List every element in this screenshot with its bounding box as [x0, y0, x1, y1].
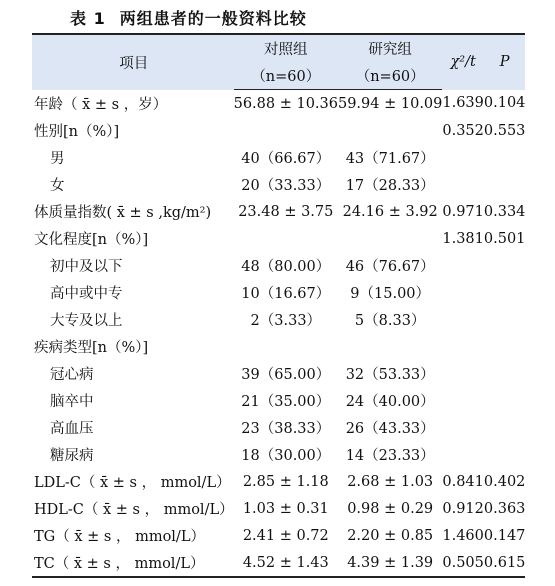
p-value	[484, 279, 526, 306]
header-stat: χ²/t	[442, 34, 484, 90]
study-value	[338, 117, 442, 144]
p-value	[484, 360, 526, 387]
row-label: HDL-C（ x̄ ± s ， mmol/L）	[34, 502, 234, 518]
study-value: 43（71.67）	[345, 151, 435, 167]
header-item: 项目	[32, 34, 234, 90]
study-value: 14（23.33）	[345, 448, 435, 464]
row-label: 冠心病	[50, 367, 94, 383]
p-value	[484, 387, 526, 414]
control-value	[234, 117, 338, 144]
p-value: 0.147	[483, 527, 526, 544]
p-value: 0.501	[483, 230, 526, 247]
stat-value	[442, 414, 484, 441]
control-value: 4.52 ± 1.43	[234, 549, 338, 577]
study-value: 5（8.33）	[354, 313, 426, 329]
control-value	[234, 333, 338, 360]
stat-value	[442, 306, 484, 333]
p-value: 0.402	[483, 473, 526, 490]
stat-value	[442, 252, 484, 279]
row-label: 女	[50, 178, 65, 194]
study-value	[338, 333, 442, 360]
p-value: 0.334	[483, 203, 526, 220]
table-row	[32, 198, 525, 225]
p-value	[484, 333, 526, 360]
stat-value	[442, 144, 484, 171]
control-value	[234, 225, 338, 252]
table-row	[32, 333, 525, 360]
stat-value	[442, 171, 484, 198]
row-label: 糖尿病	[50, 448, 94, 464]
header-control: 对照组	[234, 34, 338, 62]
p-value	[484, 252, 526, 279]
stat-value: 1.639	[442, 95, 484, 112]
table-row	[32, 549, 525, 577]
control-value: 23（38.33）	[241, 421, 331, 437]
row-label: LDL-C（ x̄ ± s ， mmol/L）	[34, 475, 231, 491]
table-caption	[70, 6, 307, 29]
study-value: 46（76.67）	[345, 259, 435, 275]
study-value: 4.39 ± 1.39	[338, 549, 442, 577]
row-label: 男	[50, 151, 65, 167]
table-row	[32, 387, 525, 414]
stat-value	[442, 387, 484, 414]
control-value: 20（33.33）	[241, 178, 331, 194]
header-control-n: （n=60）	[234, 62, 338, 90]
control-value: 56.88 ± 10.36	[233, 95, 338, 112]
p-value	[484, 441, 526, 468]
table-row	[32, 360, 525, 387]
table-row	[32, 90, 525, 118]
table-row	[32, 171, 525, 198]
stat-value: 0.971	[442, 203, 484, 220]
p-value	[484, 144, 526, 171]
study-value: 26（43.33）	[345, 421, 435, 437]
row-label: 初中及以下	[50, 259, 123, 275]
stat-value: 0.505	[442, 549, 484, 577]
control-value: 10（16.67）	[241, 286, 331, 302]
study-value: 32（53.33）	[345, 367, 435, 383]
header-p: P	[484, 34, 526, 90]
control-value: 23.48 ± 3.75	[238, 203, 334, 220]
stat-value	[442, 333, 484, 360]
row-label: 性别[n（%）]	[34, 124, 120, 140]
row-label: 大专及以上	[50, 313, 123, 329]
row-label: TC（ x̄ ± s ， mmol/L）	[32, 549, 234, 577]
row-label: 高中或中专	[50, 286, 123, 302]
p-value	[484, 171, 526, 198]
row-label: 高血压	[50, 421, 94, 437]
stat-value: 0.841	[442, 473, 484, 490]
table-row	[32, 279, 525, 306]
row-label: 体质量指数( x̄ ± s ,kg/m²)	[34, 205, 212, 221]
stat-value	[442, 279, 484, 306]
table-row	[32, 144, 525, 171]
table-row	[32, 441, 525, 468]
table-row	[32, 495, 525, 522]
table-number: 表 1	[70, 9, 106, 28]
p-value: 0.363	[483, 500, 526, 517]
stat-value: 0.352	[442, 122, 484, 139]
p-value	[484, 306, 526, 333]
p-value: 0.615	[484, 549, 526, 577]
header-study-n: （n=60）	[338, 62, 442, 90]
stat-value: 0.912	[442, 500, 484, 517]
study-value: 24（40.00）	[345, 394, 435, 410]
baseline-table	[32, 33, 525, 578]
study-value: 17（28.33）	[345, 178, 435, 194]
control-value: 2.41 ± 0.72	[242, 527, 329, 544]
stat-value: 1.381	[442, 230, 484, 247]
table-row	[32, 522, 525, 549]
table-row	[32, 306, 525, 333]
control-value: 1.03 ± 0.31	[242, 500, 329, 517]
p-value: 0.104	[483, 95, 526, 112]
table-row	[32, 468, 525, 495]
header-study: 研究组	[338, 34, 442, 62]
study-value: 2.20 ± 0.85	[347, 527, 434, 544]
study-value: 9（15.00）	[350, 286, 431, 302]
control-value: 2.85 ± 1.18	[242, 473, 329, 490]
header-row	[32, 34, 525, 62]
control-value: 21（35.00）	[241, 394, 331, 410]
study-value: 24.16 ± 3.92	[342, 203, 438, 220]
p-value: 0.553	[483, 122, 526, 139]
row-label: 文化程度[n（%）]	[34, 232, 149, 248]
table-row	[32, 225, 525, 252]
study-value: 2.68 ± 1.03	[347, 473, 434, 490]
p-value	[484, 414, 526, 441]
table-row	[32, 117, 525, 144]
control-value: 48（80.00）	[241, 259, 331, 275]
row-label: 年龄（ x̄ ± s ，岁）	[34, 96, 168, 113]
control-value: 39（65.00）	[241, 367, 331, 383]
stat-value	[442, 441, 484, 468]
control-value: 40（66.67）	[241, 151, 331, 167]
row-label: 疾病类型[n（%）]	[34, 340, 149, 356]
table-title: 两组患者的一般资料比较	[119, 9, 307, 28]
control-value: 2（3.33）	[250, 313, 322, 329]
stat-value	[442, 360, 484, 387]
study-value	[338, 225, 442, 252]
table-row	[32, 414, 525, 441]
study-value: 0.98 ± 0.29	[347, 500, 434, 517]
table-row	[32, 252, 525, 279]
control-value: 18（30.00）	[241, 448, 331, 464]
stat-value: 1.460	[442, 527, 484, 544]
row-label: 脑卒中	[50, 394, 94, 410]
study-value: 59.94 ± 10.09	[337, 95, 443, 112]
row-label: TG（ x̄ ± s ， mmol/L）	[34, 529, 205, 545]
